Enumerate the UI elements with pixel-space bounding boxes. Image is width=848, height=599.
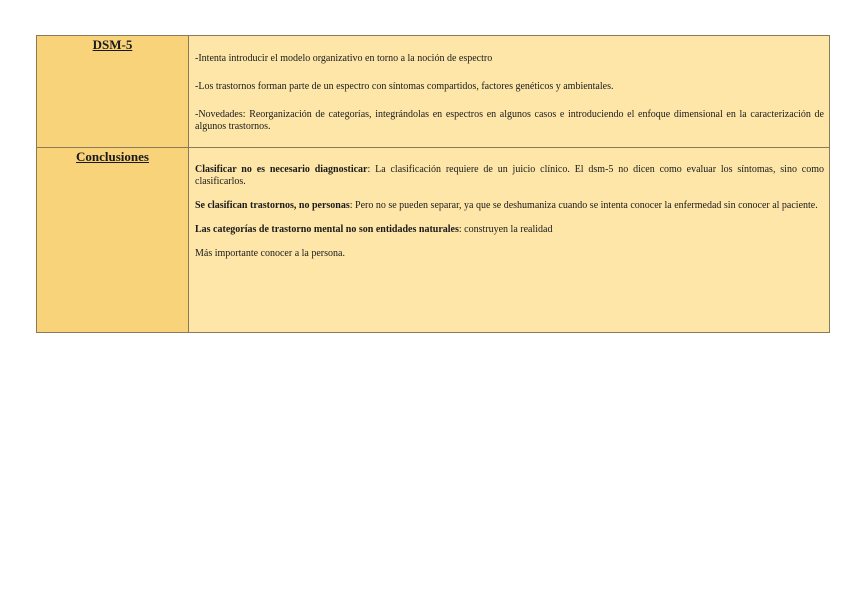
row-label-cell xyxy=(37,148,189,333)
row-label-cell xyxy=(37,36,189,148)
paragraph-text: Más importante conocer a la persona. xyxy=(195,248,345,259)
paragraph-text: : Pero no se pueden separar, ya que se deshumaniza cuando se intenta conocer la enfermedad sin conocer al paciente. xyxy=(349,200,818,211)
paragraph-text: : construyen la realidad xyxy=(458,224,553,235)
paragraph-bold-lead: Se clasifican trastornos, no personas xyxy=(195,200,350,211)
paragraph-text: : La clasificación requiere de un juicio clínico. El dsm-5 no dicen como evaluar los síntomas, sino como clasificarlos. xyxy=(195,164,825,187)
paragraph-text: -Novedades: Reorganización de categorías, integrándolas en espectros en algunos casos e introduciendo el enfoque dimensional en la caracterización de algunos trastornos. xyxy=(195,109,824,132)
paragraph-text: -Intenta introducir el modelo organizativo en torno a la noción de espectro xyxy=(195,53,493,64)
table-row-dsm5 xyxy=(37,36,830,148)
paragraph xyxy=(195,109,824,133)
paragraph xyxy=(195,164,824,188)
row-label-dsm5: DSM-5 xyxy=(92,37,133,52)
paragraph xyxy=(195,81,824,93)
summary-table xyxy=(36,35,830,333)
row-label-conclusiones: Conclusiones xyxy=(76,149,149,164)
paragraph xyxy=(195,200,824,212)
paragraph-bold-lead: Clasificar no es necesario diagnosticar xyxy=(195,164,368,175)
row-content-cell xyxy=(189,148,830,333)
row-content-cell xyxy=(189,36,830,148)
paragraph xyxy=(195,53,824,65)
table-row-conclusiones xyxy=(37,148,830,333)
paragraph-text: -Los trastornos forman parte de un espectro con síntomas compartidos, factores genéticos y ambientales. xyxy=(195,81,614,92)
paragraph xyxy=(195,224,824,236)
paragraph-bold-lead: Las categorías de trastorno mental no son entidades naturales xyxy=(195,224,459,235)
paragraph xyxy=(195,248,824,260)
